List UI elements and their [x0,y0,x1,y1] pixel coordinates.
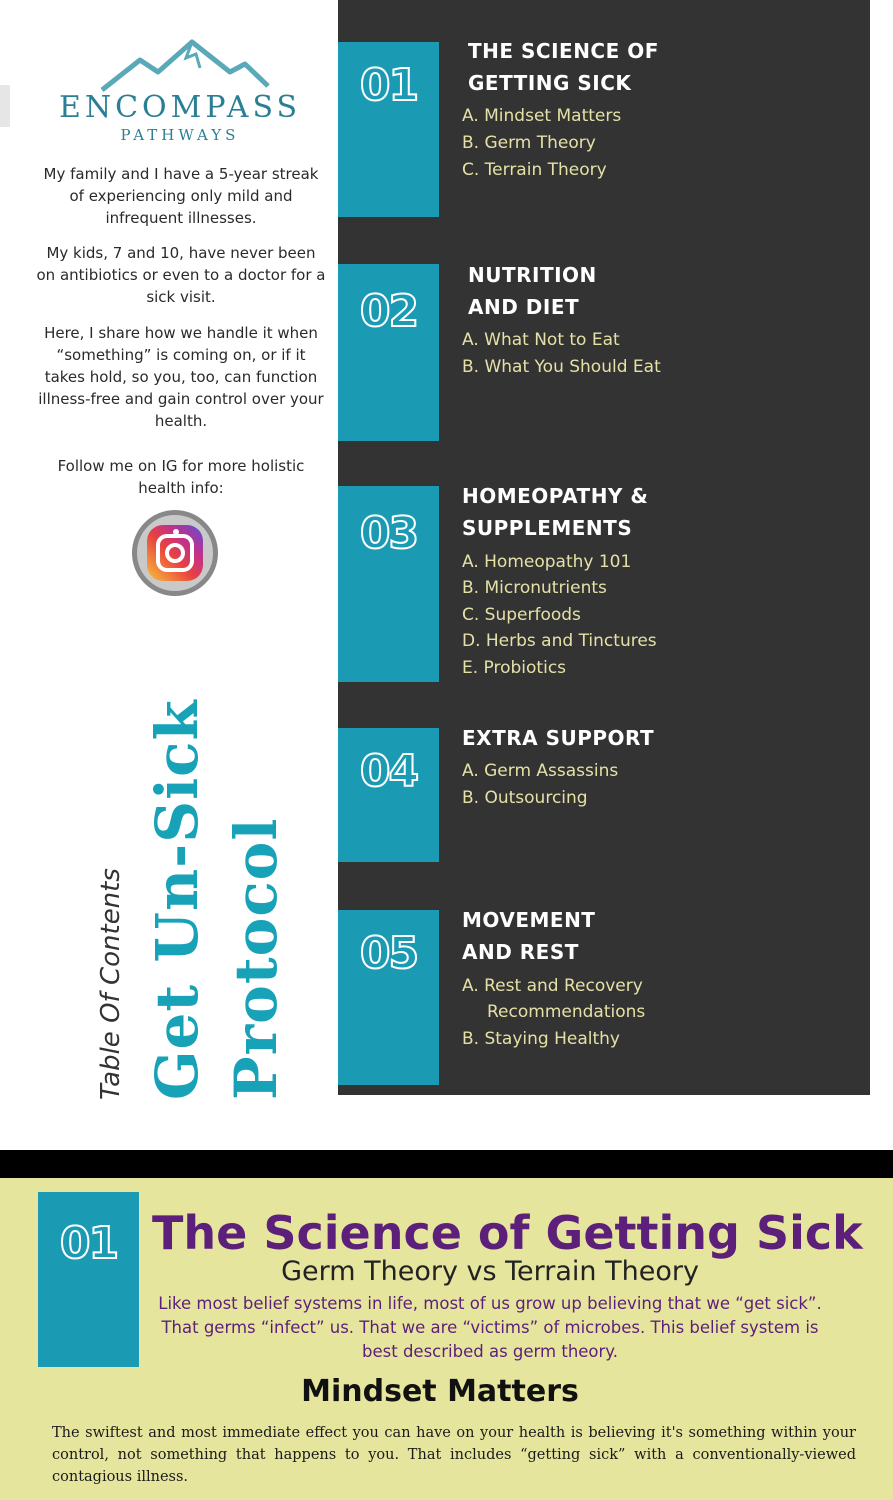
instagram-lens-dot [173,529,179,535]
chapter-number-box [38,1192,139,1367]
section-number-box [338,264,439,441]
section-item[interactable]: A. Homeopathy 101 [462,552,632,572]
section-item[interactable]: B. What You Should Eat [462,357,661,377]
section-number-box [338,728,439,862]
mindset-paragraph: The swiftest and most immediate effect you can have on your health is believing it's something within your control, not something that happens to you. That includes “getting sick” with a conventionally-viewed contagious illness. [52,1425,856,1485]
mindset-heading: Mindset Matters [301,1374,579,1409]
table-of-contents-label: Table Of Contents [96,868,126,1100]
section-title-line[interactable]: EXTRA SUPPORT [462,726,655,750]
section-item[interactable]: B. Germ Theory [462,133,596,153]
page-divider [0,1150,893,1178]
chapter-subtitle: Germ Theory vs Terrain Theory [281,1256,699,1287]
logo-name: ENCOMPASS [58,90,302,125]
logo-subtitle: PATHWAYS [120,126,240,144]
section-number-box [338,910,439,1085]
section-item[interactable]: C. Superfoods [462,605,581,625]
intro-paragraph-1: My family and I have a 5-year streak of experiencing only mild and infrequent illnesses. [43,165,319,227]
section-item[interactable]: E. Probiotics [462,658,567,678]
section-number-box [338,42,439,217]
section-title-line[interactable]: GETTING SICK [468,71,632,95]
section-item[interactable]: Recommendations [487,1002,646,1022]
chapter-one-page [0,1178,893,1500]
intro-paragraph-2: My kids, 7 and 10, have never been on antibiotics or even to a doctor for a sick visit. [36,244,326,306]
encompass-logo [40,38,320,148]
chapter-number: 01 [59,1218,118,1269]
mountain-icon [100,38,270,93]
section-item[interactable]: D. Herbs and Tinctures [462,631,657,651]
section-title-line[interactable]: AND REST [462,940,579,964]
follow-text: Follow me on IG for more holistic health info: [57,457,305,497]
section-item[interactable]: A. Rest and Recovery [462,976,643,996]
section-number: 02 [359,286,418,337]
section-item[interactable]: C. Terrain Theory [462,160,607,180]
edge-marker [0,85,10,127]
section-number-box [338,486,439,682]
protocol-title-line-1: Get Un-Sick [143,699,211,1100]
section-item[interactable]: A. Mindset Matters [462,106,622,126]
section-number: 04 [359,746,418,797]
section-item[interactable]: A. Germ Assassins [462,761,619,781]
intro-paragraph-3: Here, I share how we handle it when “something” is coming on, or if it takes hold, so you, too, can function illness-free and gain control over your health. [38,324,324,430]
protocol-title-line-2: Protocol [222,817,290,1100]
chapter-intro: Like most belief systems in life, most of us grow up believing that we “get sick”. That germs “infect” us. That we are “victims” of microbes. This belief system is best described as germ theory. [158,1294,822,1361]
chapter-title: The Science of Getting Sick [152,1206,863,1260]
section-item[interactable]: B. Staying Healthy [462,1029,620,1049]
section-title-line[interactable]: AND DIET [468,295,580,319]
section-item[interactable]: B. Outsourcing [462,788,588,808]
section-title-line[interactable]: THE SCIENCE OF [468,39,659,63]
section-title-line[interactable]: MOVEMENT [462,908,596,932]
section-item[interactable]: B. Micronutrients [462,578,607,598]
section-title-line[interactable]: SUPPLEMENTS [462,516,633,540]
section-number: 03 [359,508,418,559]
section-number: 05 [359,928,418,979]
section-item[interactable]: A. What Not to Eat [462,330,620,350]
instagram-icon[interactable] [132,510,218,596]
section-title-line[interactable]: HOMEOPATHY & [462,484,649,508]
section-number: 01 [359,60,418,111]
section-title-line[interactable]: NUTRITION [468,263,597,287]
